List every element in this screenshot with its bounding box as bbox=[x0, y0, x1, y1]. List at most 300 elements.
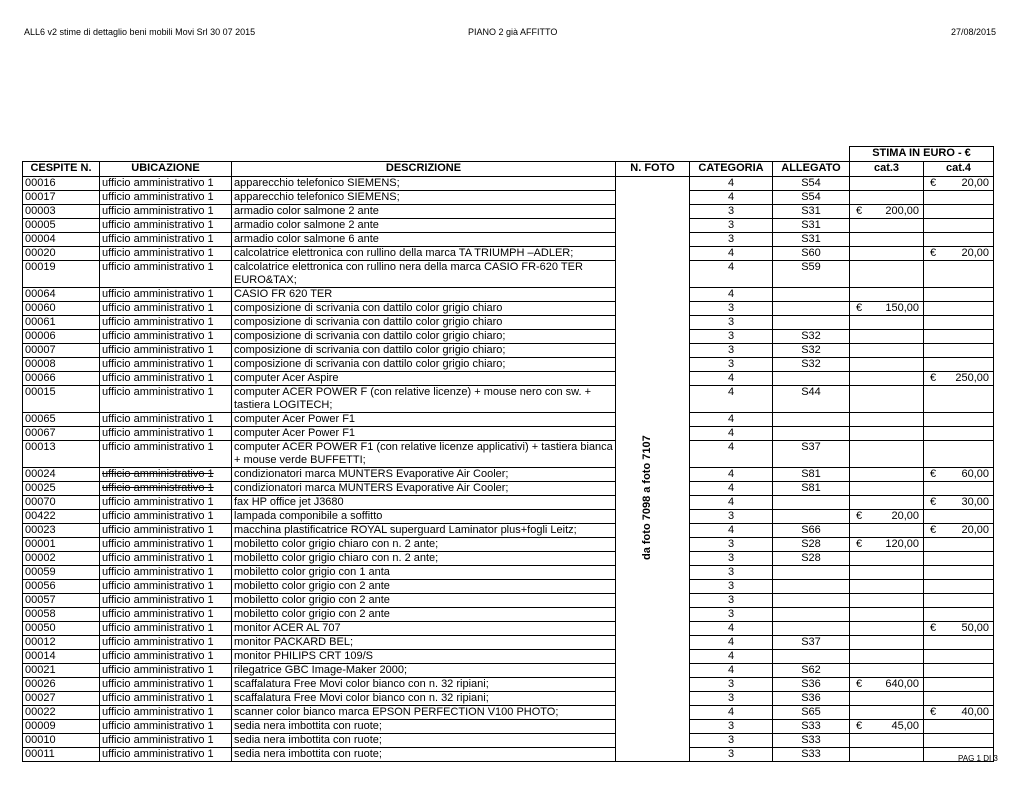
descrizione-cell: composizione di scrivania con dattilo color grigio chiaro; bbox=[232, 358, 616, 372]
table-row bbox=[23, 608, 994, 622]
ubicazione-cell: ufficio amministrativo 1 bbox=[100, 191, 232, 205]
euro-symbol: € bbox=[856, 538, 863, 550]
cat3-value-cell bbox=[850, 468, 924, 482]
foto-cell bbox=[616, 344, 690, 358]
ubicazione-cell: ufficio amministrativo 1 bbox=[100, 177, 232, 191]
cespite-cell: 00015 bbox=[23, 386, 100, 413]
euro-symbol: € bbox=[930, 372, 937, 384]
ubicazione-cell: ufficio amministrativo 1 bbox=[100, 316, 232, 330]
descrizione-cell: lampada componibile a soffitto bbox=[232, 510, 616, 524]
cat4-value-cell bbox=[924, 358, 994, 372]
categoria-cell: 4 bbox=[690, 636, 773, 650]
descrizione-cell: mobiletto color grigio chiaro con n. 2 ante; bbox=[232, 552, 616, 566]
euro-value: 20,00 bbox=[961, 524, 989, 536]
col-cespite: CESPITE N. bbox=[23, 162, 100, 177]
foto-cell bbox=[616, 386, 690, 413]
foto-cell bbox=[616, 608, 690, 622]
cespite-cell: 00013 bbox=[23, 441, 100, 468]
ubicazione-cell: ufficio amministrativo 1 bbox=[100, 510, 232, 524]
cespite-cell: 00005 bbox=[23, 219, 100, 233]
table-row bbox=[23, 288, 994, 302]
allegato-cell: S36 bbox=[773, 678, 850, 692]
table-row bbox=[23, 678, 994, 692]
table-row bbox=[23, 748, 994, 762]
table-row bbox=[23, 496, 994, 510]
cespite-cell: 00064 bbox=[23, 288, 100, 302]
cespite-cell: 00004 bbox=[23, 233, 100, 247]
cat3-value-cell bbox=[850, 427, 924, 441]
cat3-value-cell bbox=[850, 706, 924, 720]
cespite-cell: 00060 bbox=[23, 302, 100, 316]
cespite-cell: 00001 bbox=[23, 538, 100, 552]
descrizione-cell: mobiletto color grigio chiaro con n. 2 ante; bbox=[232, 538, 616, 552]
euro-symbol: € bbox=[930, 524, 937, 536]
cespite-cell: 00027 bbox=[23, 692, 100, 706]
allegato-cell: S32 bbox=[773, 330, 850, 344]
ubicazione-cell: ufficio amministrativo 1 bbox=[100, 330, 232, 344]
foto-cell bbox=[616, 734, 690, 748]
categoria-cell: 4 bbox=[690, 177, 773, 191]
allegato-cell: S37 bbox=[773, 636, 850, 650]
allegato-cell bbox=[773, 288, 850, 302]
col-allegato: ALLEGATO bbox=[773, 162, 850, 177]
ubicazione-cell: ufficio amministrativo 1 bbox=[100, 205, 232, 219]
euro-symbol: € bbox=[856, 678, 863, 690]
allegato-cell: S59 bbox=[773, 261, 850, 288]
cat4-value-cell bbox=[924, 496, 994, 510]
euro-symbol: € bbox=[930, 468, 937, 480]
allegato-cell bbox=[773, 496, 850, 510]
descrizione-cell: composizione di scrivania con dattilo color grigio chiaro; bbox=[232, 330, 616, 344]
cat3-value-cell bbox=[850, 441, 924, 468]
cat4-value-cell bbox=[924, 608, 994, 622]
euro-value: 20,00 bbox=[961, 177, 989, 189]
ubicazione-cell: ufficio amministrativo 1 bbox=[100, 692, 232, 706]
foto-cell bbox=[616, 664, 690, 678]
document-title: ALL6 v2 stime di dettaglio beni mobili Movi Srl 30 07 2015 bbox=[24, 27, 256, 37]
cespite-cell: 00002 bbox=[23, 552, 100, 566]
descrizione-cell: computer Acer Power F1 bbox=[232, 427, 616, 441]
cespite-cell: 00011 bbox=[23, 748, 100, 762]
cat3-value-cell bbox=[850, 664, 924, 678]
foto-range-label: da foto 7098 a foto 7107 bbox=[641, 435, 653, 560]
cat4-value-cell bbox=[924, 372, 994, 386]
cat3-value-cell bbox=[850, 219, 924, 233]
cat4-value-cell bbox=[924, 510, 994, 524]
descrizione-cell: computer Acer Aspire bbox=[232, 372, 616, 386]
foto-cell bbox=[616, 177, 690, 191]
foto-cell bbox=[616, 720, 690, 734]
descrizione-cell: condizionatori marca MUNTERS Evaporative Air Cooler; bbox=[232, 468, 616, 482]
ubicazione-cell: ufficio amministrativo 1 bbox=[100, 441, 232, 468]
foto-cell bbox=[616, 219, 690, 233]
allegato-cell: S37 bbox=[773, 441, 850, 468]
euro-symbol: € bbox=[856, 205, 863, 217]
table-row bbox=[23, 636, 994, 650]
allegato-cell: S60 bbox=[773, 247, 850, 261]
table-row bbox=[23, 191, 994, 205]
ubicazione-cell: ufficio amministrativo 1 bbox=[100, 552, 232, 566]
table-row bbox=[23, 524, 994, 538]
foto-cell bbox=[616, 622, 690, 636]
table-row bbox=[23, 219, 994, 233]
cat4-value-cell bbox=[924, 386, 994, 413]
euro-symbol: € bbox=[930, 177, 937, 189]
table-row bbox=[23, 413, 994, 427]
table-row bbox=[23, 177, 994, 191]
cat4-value-cell bbox=[924, 344, 994, 358]
cat3-value-cell bbox=[850, 330, 924, 344]
table-row bbox=[23, 468, 994, 482]
cat3-value-cell bbox=[850, 524, 924, 538]
cat4-value-cell bbox=[924, 622, 994, 636]
cat4-value-cell bbox=[924, 191, 994, 205]
descrizione-cell: armadio color salmone 2 ante bbox=[232, 205, 616, 219]
descrizione-cell: armadio color salmone 6 ante bbox=[232, 233, 616, 247]
cat3-value-cell bbox=[850, 247, 924, 261]
categoria-cell: 3 bbox=[690, 219, 773, 233]
foto-cell bbox=[616, 288, 690, 302]
column-header-row bbox=[23, 162, 994, 177]
euro-value: 20,00 bbox=[891, 510, 919, 522]
foto-cell bbox=[616, 706, 690, 720]
allegato-cell: S33 bbox=[773, 720, 850, 734]
categoria-cell: 4 bbox=[690, 261, 773, 288]
ubicazione-cell: ufficio amministrativo 1 bbox=[100, 413, 232, 427]
allegato-cell: S33 bbox=[773, 734, 850, 748]
descrizione-cell: monitor ACER AL 707 bbox=[232, 622, 616, 636]
foto-cell bbox=[616, 233, 690, 247]
categoria-cell: 3 bbox=[690, 358, 773, 372]
descrizione-cell: apparecchio telefonico SIEMENS; bbox=[232, 177, 616, 191]
cat3-value-cell bbox=[850, 622, 924, 636]
categoria-cell: 3 bbox=[690, 302, 773, 316]
cat3-value-cell bbox=[850, 386, 924, 413]
cespite-cell: 00061 bbox=[23, 316, 100, 330]
euro-symbol: € bbox=[856, 302, 863, 314]
cat4-value-cell bbox=[924, 524, 994, 538]
ubicazione-cell: ufficio amministrativo 1 bbox=[100, 233, 232, 247]
cat4-value-cell bbox=[924, 468, 994, 482]
ubicazione-cell: ufficio amministrativo 1 bbox=[100, 650, 232, 664]
col-descrizione: DESCRIZIONE bbox=[232, 162, 616, 177]
foto-cell bbox=[616, 594, 690, 608]
euro-value: 30,00 bbox=[961, 496, 989, 508]
euro-value: 200,00 bbox=[885, 205, 919, 217]
cat4-value-cell bbox=[924, 706, 994, 720]
allegato-cell: S31 bbox=[773, 219, 850, 233]
foto-cell bbox=[616, 358, 690, 372]
cat3-value-cell bbox=[850, 692, 924, 706]
assets-table bbox=[22, 146, 994, 762]
table-row bbox=[23, 247, 994, 261]
cat3-value-cell bbox=[850, 344, 924, 358]
foto-cell bbox=[616, 580, 690, 594]
ubicazione-cell: ufficio amministrativo 1 bbox=[100, 734, 232, 748]
table-row bbox=[23, 594, 994, 608]
allegato-cell: S33 bbox=[773, 748, 850, 762]
allegato-cell: S28 bbox=[773, 538, 850, 552]
descrizione-cell: CASIO FR 620 TER bbox=[232, 288, 616, 302]
foto-cell bbox=[616, 748, 690, 762]
ubicazione-cell: ufficio amministrativo 1 bbox=[100, 664, 232, 678]
descrizione-cell: fax HP office jet J3680 bbox=[232, 496, 616, 510]
cat3-value-cell bbox=[850, 748, 924, 762]
descrizione-cell: sedia nera imbottita con ruote; bbox=[232, 720, 616, 734]
cespite-cell: 00023 bbox=[23, 524, 100, 538]
cespite-cell: 00056 bbox=[23, 580, 100, 594]
ubicazione-cell: ufficio amministrativo 1 bbox=[100, 261, 232, 288]
cat4-value-cell bbox=[924, 261, 994, 288]
allegato-cell bbox=[773, 608, 850, 622]
cat3-value-cell bbox=[850, 608, 924, 622]
cat4-value-cell bbox=[924, 205, 994, 219]
cat3-value-cell bbox=[850, 358, 924, 372]
cat3-value-cell bbox=[850, 636, 924, 650]
cespite-cell: 00059 bbox=[23, 566, 100, 580]
ubicazione-cell: ufficio amministrativo 1 bbox=[100, 427, 232, 441]
descrizione-cell: scaffalatura Free Movi color bianco con n. 32 ripiani; bbox=[232, 678, 616, 692]
table-row bbox=[23, 233, 994, 247]
cat3-value-cell bbox=[850, 580, 924, 594]
categoria-cell: 3 bbox=[690, 566, 773, 580]
cat4-value-cell bbox=[924, 302, 994, 316]
cat4-value-cell bbox=[924, 538, 994, 552]
categoria-cell: 4 bbox=[690, 372, 773, 386]
table-row bbox=[23, 386, 994, 413]
descrizione-cell: scanner color bianco marca EPSON PERFECTION V100 PHOTO; bbox=[232, 706, 616, 720]
table-row bbox=[23, 734, 994, 748]
categoria-cell: 3 bbox=[690, 734, 773, 748]
cat3-value-cell bbox=[850, 734, 924, 748]
cat4-value-cell bbox=[924, 316, 994, 330]
euro-symbol: € bbox=[930, 622, 937, 634]
cat3-value-cell bbox=[850, 496, 924, 510]
euro-value: 640,00 bbox=[885, 678, 919, 690]
cat3-value-cell bbox=[850, 650, 924, 664]
foto-cell bbox=[616, 191, 690, 205]
euro-value: 120,00 bbox=[885, 538, 919, 550]
categoria-cell: 3 bbox=[690, 344, 773, 358]
table-row bbox=[23, 706, 994, 720]
allegato-cell: S65 bbox=[773, 706, 850, 720]
table-row bbox=[23, 552, 994, 566]
col-cat3: cat.3 bbox=[850, 162, 924, 177]
cespite-cell: 00057 bbox=[23, 594, 100, 608]
floor-label: PIANO 2 già AFFITTO bbox=[468, 27, 558, 37]
descrizione-cell: computer ACER POWER F (con relative licenze) + mouse nero con sw. + tastiera LOGITECH; bbox=[232, 386, 616, 413]
cespite-cell: 00020 bbox=[23, 247, 100, 261]
cat3-value-cell bbox=[850, 552, 924, 566]
allegato-cell: S66 bbox=[773, 524, 850, 538]
cat4-value-cell bbox=[924, 233, 994, 247]
table-row bbox=[23, 622, 994, 636]
euro-symbol: € bbox=[856, 510, 863, 522]
cat3-value-cell bbox=[850, 233, 924, 247]
allegato-cell: S31 bbox=[773, 205, 850, 219]
descrizione-cell: armadio color salmone 2 ante bbox=[232, 219, 616, 233]
allegato-cell: S62 bbox=[773, 664, 850, 678]
table-row bbox=[23, 720, 994, 734]
table-row bbox=[23, 330, 994, 344]
descrizione-cell: condizionatori marca MUNTERS Evaporative Air Cooler; bbox=[232, 482, 616, 496]
cespite-cell: 00006 bbox=[23, 330, 100, 344]
foto-cell bbox=[616, 413, 690, 427]
ubicazione-cell: ufficio amministrativo 1 bbox=[100, 219, 232, 233]
ubicazione-cell: ufficio amministrativo 1 bbox=[100, 566, 232, 580]
cespite-cell: 00009 bbox=[23, 720, 100, 734]
cat4-value-cell bbox=[924, 441, 994, 468]
categoria-cell: 4 bbox=[690, 496, 773, 510]
euro-value: 40,00 bbox=[961, 706, 989, 718]
cespite-cell: 00050 bbox=[23, 622, 100, 636]
table-row bbox=[23, 205, 994, 219]
allegato-cell bbox=[773, 316, 850, 330]
cespite-cell: 00024 bbox=[23, 468, 100, 482]
descrizione-cell: sedia nera imbottita con ruote; bbox=[232, 734, 616, 748]
categoria-cell: 3 bbox=[690, 720, 773, 734]
table-row bbox=[23, 316, 994, 330]
allegato-cell: S36 bbox=[773, 692, 850, 706]
descrizione-cell: computer ACER POWER F1 (con relative licenze applicativi) + tastiera bianca + mouse verde BUFFETTI; bbox=[232, 441, 616, 468]
descrizione-cell: computer Acer Power F1 bbox=[232, 413, 616, 427]
cespite-cell: 00065 bbox=[23, 413, 100, 427]
ubicazione-cell: ufficio amministrativo 1 bbox=[100, 580, 232, 594]
ubicazione-cell: ufficio amministrativo 1 bbox=[100, 302, 232, 316]
descrizione-cell: scaffalatura Free Movi color bianco con n. 32 ripiani; bbox=[232, 692, 616, 706]
foto-cell bbox=[616, 692, 690, 706]
allegato-cell bbox=[773, 510, 850, 524]
categoria-cell: 3 bbox=[690, 510, 773, 524]
cat3-value-cell bbox=[850, 538, 924, 552]
cat3-value-cell bbox=[850, 191, 924, 205]
col-cat4: cat.4 bbox=[924, 162, 994, 177]
table-row bbox=[23, 510, 994, 524]
ubicazione-cell: ufficio amministrativo 1 bbox=[100, 358, 232, 372]
ubicazione-cell: ufficio amministrativo 1 bbox=[100, 288, 232, 302]
cat4-value-cell bbox=[924, 566, 994, 580]
categoria-cell: 3 bbox=[690, 748, 773, 762]
stima-header: STIMA IN EURO - € bbox=[850, 147, 994, 162]
euro-value: 45,00 bbox=[891, 720, 919, 732]
cespite-cell: 00016 bbox=[23, 177, 100, 191]
foto-cell bbox=[616, 330, 690, 344]
categoria-cell: 4 bbox=[690, 482, 773, 496]
cat3-value-cell bbox=[850, 316, 924, 330]
foto-cell bbox=[616, 302, 690, 316]
col-categoria: CATEGORIA bbox=[690, 162, 773, 177]
allegato-cell: S54 bbox=[773, 191, 850, 205]
categoria-cell: 4 bbox=[690, 468, 773, 482]
cat4-value-cell bbox=[924, 594, 994, 608]
allegato-cell bbox=[773, 302, 850, 316]
categoria-cell: 4 bbox=[690, 664, 773, 678]
cespite-cell: 00070 bbox=[23, 496, 100, 510]
col-ubicazione: UBICAZIONE bbox=[100, 162, 232, 177]
cespite-cell: 00422 bbox=[23, 510, 100, 524]
categoria-cell: 3 bbox=[690, 692, 773, 706]
ubicazione-cell: ufficio amministrativo 1 bbox=[100, 622, 232, 636]
cat3-value-cell bbox=[850, 205, 924, 219]
cat4-value-cell bbox=[924, 413, 994, 427]
cespite-cell: 00019 bbox=[23, 261, 100, 288]
cespite-cell: 00022 bbox=[23, 706, 100, 720]
foto-cell bbox=[616, 247, 690, 261]
descrizione-cell: monitor PHILIPS CRT 109/S bbox=[232, 650, 616, 664]
descrizione-cell: composizione di scrivania con dattilo color grigio chiaro; bbox=[232, 344, 616, 358]
ubicazione-cell: ufficio amministrativo 1 bbox=[100, 720, 232, 734]
foto-cell bbox=[616, 636, 690, 650]
ubicazione-cell: ufficio amministrativo 1 bbox=[100, 608, 232, 622]
descrizione-cell: mobiletto color grigio con 1 anta bbox=[232, 566, 616, 580]
ubicazione-cell: ufficio amministrativo 1 bbox=[100, 594, 232, 608]
descrizione-cell: mobiletto color grigio con 2 ante bbox=[232, 580, 616, 594]
cespite-cell: 00021 bbox=[23, 664, 100, 678]
cat4-value-cell bbox=[924, 692, 994, 706]
categoria-cell: 3 bbox=[690, 316, 773, 330]
cat3-value-cell bbox=[850, 720, 924, 734]
table-row bbox=[23, 344, 994, 358]
categoria-cell: 4 bbox=[690, 524, 773, 538]
cespite-cell: 00007 bbox=[23, 344, 100, 358]
descrizione-cell: rilegatrice GBC Image-Maker 2000; bbox=[232, 664, 616, 678]
table-row bbox=[23, 358, 994, 372]
cat4-value-cell bbox=[924, 247, 994, 261]
categoria-cell: 4 bbox=[690, 650, 773, 664]
cat3-value-cell bbox=[850, 261, 924, 288]
ubicazione-cell: ufficio amministrativo 1 bbox=[100, 706, 232, 720]
ubicazione-cell: ufficio amministrativo 1 bbox=[100, 524, 232, 538]
cat4-value-cell bbox=[924, 734, 994, 748]
table-row bbox=[23, 427, 994, 441]
ubicazione-cell: ufficio amministrativo 1 bbox=[100, 496, 232, 510]
table-row bbox=[23, 302, 994, 316]
table-row bbox=[23, 372, 994, 386]
allegato-cell bbox=[773, 372, 850, 386]
ubicazione-cell: ufficio amministrativo 1 bbox=[100, 247, 232, 261]
euro-symbol: € bbox=[856, 720, 863, 732]
table-row bbox=[23, 538, 994, 552]
ubicazione-cell: ufficio amministrativo 1 bbox=[100, 748, 232, 762]
allegato-cell bbox=[773, 580, 850, 594]
cat3-value-cell bbox=[850, 372, 924, 386]
cespite-cell: 00026 bbox=[23, 678, 100, 692]
euro-symbol: € bbox=[930, 247, 937, 259]
euro-value: 150,00 bbox=[885, 302, 919, 314]
cat4-value-cell bbox=[924, 678, 994, 692]
col-foto: N. FOTO bbox=[616, 162, 690, 177]
allegato-cell bbox=[773, 566, 850, 580]
cespite-cell: 00012 bbox=[23, 636, 100, 650]
descrizione-cell: composizione di scrivania con dattilo color grigio chiaro bbox=[232, 302, 616, 316]
cespite-cell: 00067 bbox=[23, 427, 100, 441]
categoria-cell: 3 bbox=[690, 233, 773, 247]
allegato-cell: S81 bbox=[773, 468, 850, 482]
descrizione-cell: macchina plastificatrice ROYAL superguard Laminator plus+fogli Leitz; bbox=[232, 524, 616, 538]
cat3-value-cell bbox=[850, 302, 924, 316]
foto-cell bbox=[616, 261, 690, 288]
categoria-cell: 4 bbox=[690, 706, 773, 720]
cespite-cell: 00014 bbox=[23, 650, 100, 664]
allegato-cell bbox=[773, 413, 850, 427]
foto-cell bbox=[616, 205, 690, 219]
cat4-value-cell bbox=[924, 580, 994, 594]
descrizione-cell: mobiletto color grigio con 2 ante bbox=[232, 594, 616, 608]
page-number: PAG 1 DI 3 bbox=[958, 754, 998, 763]
allegato-cell: S44 bbox=[773, 386, 850, 413]
ubicazione-cell: ufficio amministrativo 1 bbox=[100, 636, 232, 650]
cat3-value-cell bbox=[850, 594, 924, 608]
